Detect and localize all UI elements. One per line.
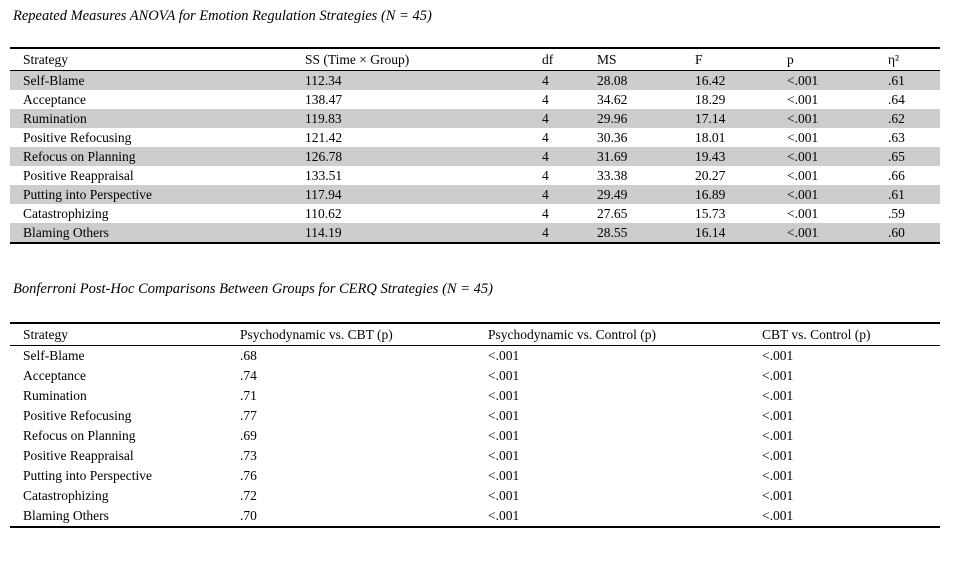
table-row — [10, 204, 940, 223]
table-cell: .70 — [240, 508, 257, 523]
table-cell: 110.62 — [305, 206, 342, 221]
table-cell: <.001 — [787, 130, 819, 145]
posthoc-table — [10, 322, 940, 528]
table-cell: Putting into Perspective — [23, 468, 152, 483]
table-cell: .62 — [888, 111, 905, 126]
column-header: p — [787, 52, 794, 67]
table-cell: Blaming Others — [23, 225, 109, 240]
table-cell: 4 — [542, 206, 549, 221]
posthoc-table-header-row — [10, 323, 940, 346]
table-cell: 133.51 — [305, 168, 343, 183]
table-cell: 29.49 — [597, 187, 628, 202]
table-cell: 16.14 — [695, 225, 726, 240]
table-cell: 112.34 — [305, 73, 342, 88]
table-cell: 27.65 — [597, 206, 628, 221]
table-cell: 18.29 — [695, 92, 726, 107]
table-row — [10, 406, 940, 426]
table-cell: <.001 — [762, 428, 794, 443]
table-cell: 4 — [542, 130, 549, 145]
table-cell: 119.83 — [305, 111, 342, 126]
anova-table-header-row — [10, 48, 940, 71]
table-cell: Catastrophizing — [23, 488, 109, 503]
column-header: Psychodynamic vs. CBT (p) — [240, 327, 393, 342]
table-cell: 16.89 — [695, 187, 726, 202]
column-header: F — [695, 52, 703, 67]
table-row — [10, 166, 940, 185]
table-cell: .68 — [240, 348, 257, 363]
table-cell: 121.42 — [305, 130, 343, 145]
table-cell: <.001 — [787, 73, 819, 88]
table-row — [10, 147, 940, 166]
table-cell: 138.47 — [305, 92, 343, 107]
table-cell: .74 — [240, 368, 257, 383]
table-cell: 28.08 — [597, 73, 628, 88]
table-cell: <.001 — [488, 448, 520, 463]
table-cell: <.001 — [787, 168, 819, 183]
table-cell: <.001 — [762, 388, 794, 403]
table-cell: .66 — [888, 168, 905, 183]
table-cell: <.001 — [787, 206, 819, 221]
table-cell: <.001 — [488, 488, 520, 503]
table-row — [10, 109, 940, 128]
table-cell: .71 — [240, 388, 257, 403]
table-cell: 20.27 — [695, 168, 726, 183]
posthoc-table-title: Bonferroni Post-Hoc Comparisons Between Groups for CERQ Strategies (N = 45) — [13, 281, 493, 297]
table-cell: Positive Reappraisal — [23, 448, 134, 463]
table-cell: 18.01 — [695, 130, 726, 145]
table-cell: .63 — [888, 130, 905, 145]
table-row — [10, 90, 940, 109]
table-cell: <.001 — [762, 408, 794, 423]
table-cell: .77 — [240, 408, 257, 423]
table-row — [10, 446, 940, 466]
table-cell: 17.14 — [695, 111, 726, 126]
table-cell: <.001 — [488, 468, 520, 483]
table-cell: 33.38 — [597, 168, 628, 183]
table-cell: <.001 — [762, 348, 794, 363]
table-row — [10, 128, 940, 147]
table-row — [10, 386, 940, 406]
table-cell: <.001 — [488, 368, 520, 383]
table-cell: Blaming Others — [23, 508, 109, 523]
anova-table — [10, 47, 940, 244]
table-cell: 4 — [542, 149, 549, 164]
table-cell: .65 — [888, 149, 905, 164]
table-cell: <.001 — [787, 149, 819, 164]
table-cell: 4 — [542, 225, 549, 240]
table-cell: .59 — [888, 206, 905, 221]
table-cell: <.001 — [488, 408, 520, 423]
column-header: η² — [888, 52, 900, 67]
table-cell: 19.43 — [695, 149, 726, 164]
table-cell: Positive Refocusing — [23, 130, 132, 145]
table-row — [10, 426, 940, 446]
table-cell: 15.73 — [695, 206, 726, 221]
table-cell: <.001 — [488, 388, 520, 403]
table-cell: <.001 — [787, 187, 819, 202]
table-cell: Acceptance — [23, 368, 86, 383]
table-cell: 16.42 — [695, 73, 726, 88]
table-cell: 29.96 — [597, 111, 628, 126]
table-row — [10, 466, 940, 486]
table-row — [10, 185, 940, 204]
table-cell: .72 — [240, 488, 257, 503]
table-cell: Putting into Perspective — [23, 187, 152, 202]
table-row — [10, 71, 940, 91]
column-header: df — [542, 52, 554, 67]
table-cell: 4 — [542, 111, 549, 126]
table-cell: <.001 — [762, 468, 794, 483]
table-cell: 117.94 — [305, 187, 342, 202]
table-cell: 4 — [542, 73, 549, 88]
table-cell: 30.36 — [597, 130, 628, 145]
column-header: MS — [597, 52, 617, 67]
table-cell: .61 — [888, 187, 905, 202]
table-cell: <.001 — [787, 225, 819, 240]
table-cell: <.001 — [787, 92, 819, 107]
table-cell: <.001 — [762, 488, 794, 503]
table-cell: Refocus on Planning — [23, 149, 136, 164]
table-cell: <.001 — [488, 508, 520, 523]
table-cell: 28.55 — [597, 225, 628, 240]
table-cell: 4 — [542, 168, 549, 183]
table-cell: <.001 — [488, 348, 520, 363]
table-row — [10, 486, 940, 506]
table-cell: Rumination — [23, 388, 87, 403]
table-cell: Acceptance — [23, 92, 86, 107]
column-header: CBT vs. Control (p) — [762, 327, 871, 342]
table-cell: <.001 — [762, 368, 794, 383]
table-cell: .61 — [888, 73, 905, 88]
anova-table-title: Repeated Measures ANOVA for Emotion Regulation Strategies (N = 45) — [13, 8, 432, 24]
column-header: Strategy — [23, 52, 68, 67]
table-cell: <.001 — [762, 448, 794, 463]
table-cell: Self-Blame — [23, 348, 85, 363]
table-cell: Positive Reappraisal — [23, 168, 134, 183]
column-header: Psychodynamic vs. Control (p) — [488, 327, 656, 342]
column-header: SS (Time × Group) — [305, 52, 410, 67]
table-cell: .76 — [240, 468, 257, 483]
table-cell: 31.69 — [597, 149, 628, 164]
table-cell: 4 — [542, 187, 549, 202]
table-row — [10, 346, 940, 367]
table-cell: .64 — [888, 92, 905, 107]
table-cell: 114.19 — [305, 225, 342, 240]
table-cell: <.001 — [762, 508, 794, 523]
table-cell: .60 — [888, 225, 905, 240]
table-cell: Positive Refocusing — [23, 408, 132, 423]
table-row — [10, 366, 940, 386]
table-cell: Rumination — [23, 111, 87, 126]
table-cell: <.001 — [488, 428, 520, 443]
table-cell: 126.78 — [305, 149, 343, 164]
table-cell: 34.62 — [597, 92, 628, 107]
table-cell: .69 — [240, 428, 257, 443]
table-cell: Self-Blame — [23, 73, 85, 88]
table-cell: Refocus on Planning — [23, 428, 136, 443]
table-cell: Catastrophizing — [23, 206, 109, 221]
table-cell: .73 — [240, 448, 257, 463]
table-cell: 4 — [542, 92, 549, 107]
column-header: Strategy — [23, 327, 68, 342]
table-row — [10, 506, 940, 527]
table-cell: <.001 — [787, 111, 819, 126]
table-row — [10, 223, 940, 243]
